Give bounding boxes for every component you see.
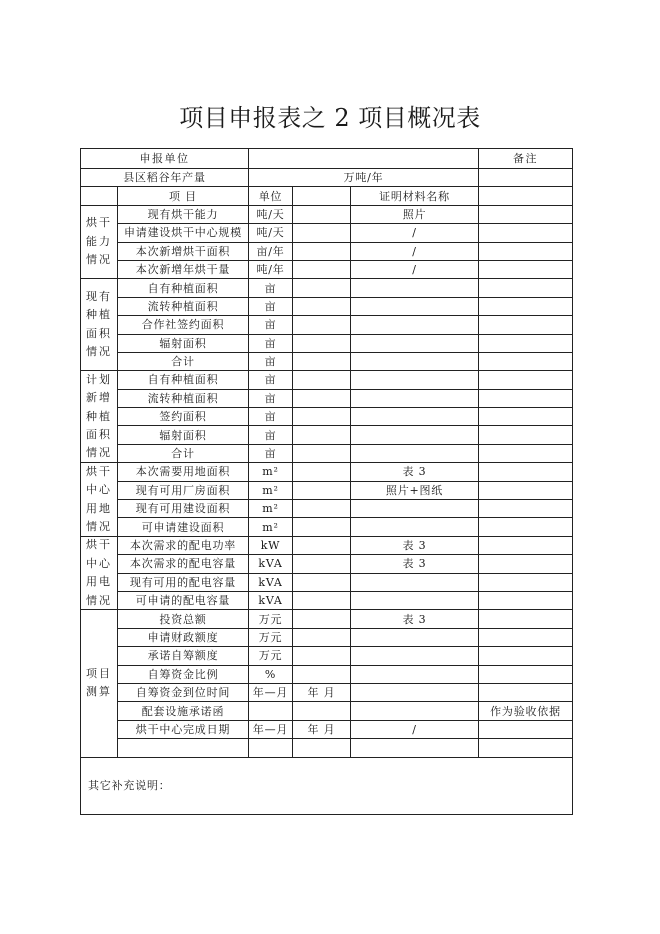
evidence-cell — [351, 408, 478, 425]
value-cell — [293, 206, 350, 223]
evidence-cell — [351, 684, 478, 701]
value-cell — [293, 629, 350, 646]
evidence-cell — [351, 702, 478, 719]
group-label-text: 烘干能力情况 — [86, 216, 112, 267]
unit-label: kW — [249, 537, 292, 554]
value-cell — [293, 666, 350, 683]
remark-cell — [479, 445, 572, 462]
item-label: 自筹资金比例 — [118, 666, 248, 683]
evidence-cell — [351, 279, 478, 296]
remark-column-header — [479, 187, 572, 204]
unit-label — [249, 702, 292, 719]
unit-label: % — [249, 666, 292, 683]
supplementary-notes: 其它补充说明： — [81, 758, 572, 815]
remark-cell — [479, 629, 572, 646]
remark-cell — [479, 574, 572, 591]
remark-cell — [479, 390, 572, 407]
value-cell — [293, 279, 350, 296]
unit-label: 亩 — [249, 279, 292, 296]
value-cell — [293, 445, 350, 462]
item-label: 投资总额 — [118, 610, 248, 627]
evidence-cell — [351, 335, 478, 352]
value-cell — [293, 500, 350, 517]
evidence-cell — [351, 666, 478, 683]
unit-label: kVA — [249, 592, 292, 609]
value-cell — [293, 647, 350, 664]
value-cell — [293, 316, 350, 333]
value-cell — [293, 518, 350, 535]
remark-cell — [479, 647, 572, 664]
value-column-header — [293, 187, 350, 204]
item-label: 辐射面积 — [118, 426, 248, 443]
remark-cell — [479, 335, 572, 352]
item-label: 自筹资金到位时间 — [118, 684, 248, 701]
item-label — [118, 739, 248, 756]
evidence-cell — [351, 353, 478, 370]
unit-label: 亩 — [249, 426, 292, 443]
item-label: 申请建设烘干中心规模 — [118, 224, 248, 241]
group-label-text: 现有种植面积情况 — [86, 290, 112, 359]
unit-label: 亩 — [249, 371, 292, 388]
group-label-planned-planting — [81, 371, 117, 462]
item-label: 现有烘干能力 — [118, 206, 248, 223]
remark-cell — [479, 666, 572, 683]
unit-label: 万元 — [249, 629, 292, 646]
applicant-label: 申报单位 — [81, 149, 248, 168]
evidence-cell: 表 3 — [351, 610, 478, 627]
item-label: 本次需要用地面积 — [118, 463, 248, 480]
item-label: 合计 — [118, 445, 248, 462]
unit-label — [249, 739, 292, 756]
item-label: 现有可用的配电容量 — [118, 574, 248, 591]
value-cell — [293, 408, 350, 425]
remarks-header: 备注 — [479, 149, 572, 168]
remark-cell — [479, 721, 572, 738]
group-label-text: 烘干中心用电情况 — [86, 538, 112, 607]
unit-label: 亩/年 — [249, 243, 292, 260]
value-cell: 年 月 — [293, 684, 350, 701]
unit-label: 亩 — [249, 298, 292, 315]
evidence-cell — [351, 574, 478, 591]
unit-label: m² — [249, 482, 292, 499]
remark-cell — [479, 426, 572, 443]
value-cell: 年 月 — [293, 721, 350, 738]
remark-cell — [479, 739, 572, 756]
group-label-project-estimate — [81, 610, 117, 756]
value-cell — [293, 224, 350, 241]
evidence-cell — [351, 647, 478, 664]
evidence-cell — [351, 739, 478, 756]
group-label-power-use — [81, 537, 117, 610]
remark-cell — [479, 482, 572, 499]
evidence-cell: 表 3 — [351, 537, 478, 554]
unit-label: kVA — [249, 555, 292, 572]
remark-cell — [479, 518, 572, 535]
evidence-cell: 照片+图纸 — [351, 482, 478, 499]
annual-rice-output-label: 县区稻谷年产量 — [81, 169, 248, 186]
evidence-cell: / — [351, 243, 478, 260]
evidence-cell — [351, 371, 478, 388]
item-label: 承诺自筹额度 — [118, 647, 248, 664]
evidence-cell: / — [351, 224, 478, 241]
unit-label: kVA — [249, 574, 292, 591]
value-cell — [293, 739, 350, 756]
value-cell — [293, 555, 350, 572]
unit-label: 年—月 — [249, 684, 292, 701]
unit-label: 吨/天 — [249, 224, 292, 241]
item-label: 签约面积 — [118, 408, 248, 425]
remark-cell — [479, 537, 572, 554]
value-cell — [293, 463, 350, 480]
evidence-cell: 表 3 — [351, 555, 478, 572]
unit-label: 亩 — [249, 316, 292, 333]
evidence-cell — [351, 316, 478, 333]
remark-cell — [479, 371, 572, 388]
item-label: 流转种植面积 — [118, 298, 248, 315]
value-cell — [293, 371, 350, 388]
header-group-cell — [81, 187, 117, 204]
evidence-cell — [351, 500, 478, 517]
value-cell — [293, 610, 350, 627]
evidence-column-header: 证明材料名称 — [351, 187, 478, 204]
annual-rice-output-unit: 万吨/年 — [249, 169, 478, 186]
unit-label: 万元 — [249, 647, 292, 664]
item-label: 配套设施承诺函 — [118, 702, 248, 719]
unit-label: 亩 — [249, 353, 292, 370]
unit-column-header: 单位 — [249, 187, 292, 204]
remark-cell — [479, 500, 572, 517]
group-label-text: 计划新增种植面积情况 — [86, 372, 112, 460]
project-overview-table — [80, 148, 573, 815]
evidence-cell: / — [351, 261, 478, 278]
remark-cell — [479, 298, 572, 315]
item-column-header: 项 目 — [118, 187, 248, 204]
value-cell — [293, 335, 350, 352]
value-cell — [293, 702, 350, 719]
remark-cell — [479, 408, 572, 425]
item-label: 本次新增年烘干量 — [118, 261, 248, 278]
unit-label: 年—月 — [249, 721, 292, 738]
unit-label: 亩 — [249, 390, 292, 407]
item-label: 可申请建设面积 — [118, 518, 248, 535]
item-label: 辐射面积 — [118, 335, 248, 352]
unit-label: m² — [249, 500, 292, 517]
item-label: 申请财政额度 — [118, 629, 248, 646]
evidence-cell — [351, 298, 478, 315]
remark-cell — [479, 555, 572, 572]
item-label: 烘干中心完成日期 — [118, 721, 248, 738]
value-cell — [293, 426, 350, 443]
item-label: 现有可用厂房面积 — [118, 482, 248, 499]
group-label-existing-planting — [81, 279, 117, 370]
applicant-value-cell — [249, 149, 478, 168]
item-label: 本次需求的配电功率 — [118, 537, 248, 554]
value-cell — [293, 390, 350, 407]
remark-cell — [479, 243, 572, 260]
remark-cell — [479, 206, 572, 223]
item-label: 自有种植面积 — [118, 371, 248, 388]
evidence-cell: / — [351, 721, 478, 738]
value-cell — [293, 537, 350, 554]
evidence-cell — [351, 518, 478, 535]
remark-cell — [479, 261, 572, 278]
remark-cell — [479, 610, 572, 627]
evidence-cell: 照片 — [351, 206, 478, 223]
evidence-cell — [351, 390, 478, 407]
unit-label: 亩 — [249, 445, 292, 462]
unit-label: 吨/年 — [249, 261, 292, 278]
value-cell — [293, 592, 350, 609]
remark-cell — [479, 279, 572, 296]
remark-cell — [479, 463, 572, 480]
value-cell — [293, 243, 350, 260]
value-cell — [293, 574, 350, 591]
remark-cell — [479, 316, 572, 333]
item-label: 自有种植面积 — [118, 279, 248, 296]
unit-label: 亩 — [249, 408, 292, 425]
remark-cell — [479, 684, 572, 701]
unit-label: 万元 — [249, 610, 292, 627]
remark-cell: 作为验收依据 — [479, 702, 572, 719]
item-label: 可申请的配电容量 — [118, 592, 248, 609]
unit-label: 吨/天 — [249, 206, 292, 223]
evidence-cell — [351, 445, 478, 462]
evidence-cell: 表 3 — [351, 463, 478, 480]
value-cell — [293, 482, 350, 499]
evidence-cell — [351, 426, 478, 443]
item-label: 本次新增烘干面积 — [118, 243, 248, 260]
value-cell — [293, 261, 350, 278]
group-label-land-use — [81, 463, 117, 536]
item-label: 合作社签约面积 — [118, 316, 248, 333]
annual-rice-output-remark — [479, 169, 572, 186]
value-cell — [293, 353, 350, 370]
group-label-text: 烘干中心用地情况 — [86, 464, 112, 533]
remark-cell — [479, 592, 572, 609]
group-label-drying-capacity — [81, 206, 117, 279]
evidence-cell — [351, 592, 478, 609]
unit-label: 亩 — [249, 335, 292, 352]
item-label: 现有可用建设面积 — [118, 500, 248, 517]
unit-label: m² — [249, 518, 292, 535]
group-label-text: 项目测算 — [86, 667, 112, 699]
item-label: 合计 — [118, 353, 248, 370]
form-title: 项目申报表之 2 项目概况表 — [179, 104, 481, 132]
unit-label: m² — [249, 463, 292, 480]
remark-cell — [479, 353, 572, 370]
value-cell — [293, 298, 350, 315]
evidence-cell — [351, 629, 478, 646]
remark-cell — [479, 224, 572, 241]
item-label: 本次需求的配电容量 — [118, 555, 248, 572]
item-label: 流转种植面积 — [118, 390, 248, 407]
